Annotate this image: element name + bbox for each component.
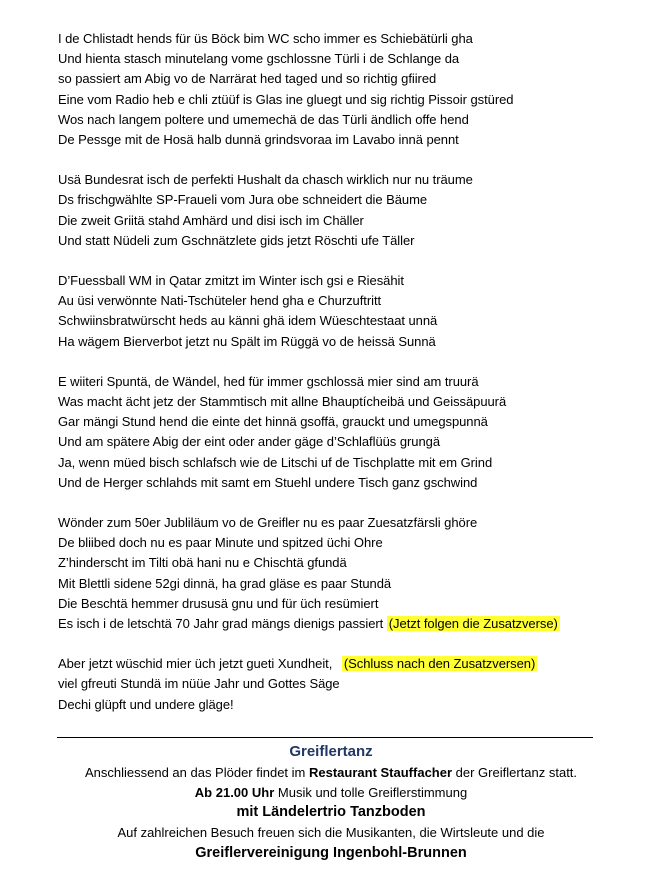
footer-text: Anschliessend an das Plöder findet im	[84, 765, 309, 780]
verse-line: Ha wägem Bierverbot jetzt nu Spält im Rüggä vo de heissä Sunnä	[58, 333, 436, 349]
verse-line: Au üsi verwönnte Nati-Tschüteler hend gha e Churzuftritt	[58, 293, 382, 309]
verse-line: viel gfreuti Stundä im nüüe Jahr und Gottes Säge	[58, 676, 340, 692]
verse-line: Usä Bundesrat isch de perfekti Hushalt da chasch wirklich nur nu träume	[58, 172, 473, 188]
verse-line	[58, 614, 648, 634]
start-time: Ab 21.00 Uhr	[194, 784, 275, 800]
stanza-3	[58, 271, 648, 352]
footer-text: der Greiflertanz statt.	[452, 765, 578, 780]
verse-line: Ja, wenn müed bisch schlafsch wie de Litschi uf de Tischplatte mit em Grind	[58, 454, 493, 470]
verse-line: Dechi glüpft und undere gläge!	[58, 696, 234, 712]
verse-line: Mit Blettli sidene 52gi dinnä, ha grad gläse es paar Stundä	[58, 575, 392, 591]
footer-title: Greiflertanz	[289, 743, 373, 760]
verse-line	[58, 654, 648, 674]
verse-text: Aber jetzt wüschid mier üch jetzt gueti Xundheit,	[58, 656, 333, 672]
stanza-5	[58, 513, 648, 634]
verse-line: Ds frischgwählte SP-Fraueli vom Jura obe schneidert die Bäume	[58, 192, 428, 208]
highlight-note: (Schluss nach den Zusatzversen)	[343, 656, 536, 672]
band-name: mit Ländelertrio Tanzboden	[236, 804, 426, 820]
stanza-2	[58, 170, 648, 251]
verse-line: De bliibed doch nu es paar Minute und spitzed üchi Ohre	[58, 535, 383, 551]
verse-line: Und de Herger schlahds mit samt em Stuehl undere Tisch ganz gschwind	[58, 474, 478, 490]
verse-line: Die zweit Griitä stahd Amhärd und disi isch im Chäller	[58, 212, 364, 228]
event-footer	[0, 741, 662, 864]
verse-line: Und am spätere Abig der eint oder ander gäge d’Schlaflüüs grungä	[58, 434, 441, 450]
horizontal-divider	[57, 737, 593, 738]
stanza-6	[58, 654, 648, 715]
verse-line: De Pessge mit de Hosä halb dunnä grindsvoraa im Lavabo innä pennt	[58, 132, 459, 148]
verse-line: Z’hinderscht im Tilti obä hani nu e Chischtä gfundä	[58, 555, 347, 571]
verse-line: Was macht ächt jetz der Stammtisch mit allne Bhauptícheibä und Geissäpuurä	[58, 394, 507, 410]
verse-line: so passiert am Abig vo de Narrärat hed taged und so richtig gfiired	[58, 71, 437, 87]
footer-invitation-line: Auf zahlreichen Besuch freuen sich die Musikanten, die Wirtsleute und die	[117, 825, 545, 840]
verse-line: Wos nach langem poltere und umemechä de das Türli ändlich offe hend	[58, 111, 469, 127]
poem-verses	[58, 29, 648, 735]
verse-line: Und hienta stasch minutelang vome gschlossne Türli i de Schlange da	[58, 51, 460, 67]
verse-line: Gar mängi Stund hend die einte det hinnä gsoffä, grauckt und umegspunnä	[58, 414, 488, 430]
stanza-4	[58, 372, 648, 493]
verse-text: Es isch i de letschtä 70 Jahr grad mängs dienigs passiert	[58, 616, 384, 632]
organization-name: Greiflervereinigung Ingenbohl-Brunnen	[195, 844, 467, 861]
footer-text: Musik und tolle Greiflerstimmung	[274, 784, 468, 800]
footer-location-line	[0, 763, 662, 783]
stanza-1	[58, 29, 648, 150]
footer-time-line	[0, 783, 662, 803]
verse-line: I de Chlistadt hends für üs Böck bim WC scho immer es Schiebätürli gha	[58, 31, 473, 46]
verse-line: D’Fuessball WM in Qatar zmitzt im Winter isch gsi e Riesähit	[58, 273, 404, 289]
verse-line: Wönder zum 50er Jubliläum vo de Greifler nu es paar Zuesatzfärsli ghöre	[58, 515, 478, 531]
restaurant-name: Restaurant Stauffacher	[308, 765, 453, 780]
verse-line: Die Beschtä hemmer drususä gnu und für üch resümiert	[58, 595, 379, 611]
verse-line: Eine vom Radio heb e chli ztüüf is Glas ine gluegt und sig richtig Pissoir gstüred	[58, 91, 514, 107]
verse-line: Und statt Nüdeli zum Gschnätzlete gids jetzt Röschti ufe Täller	[58, 232, 415, 248]
verse-line: E wiiteri Spuntä, de Wändel, hed für immer gschlossä mier sind am truurä	[58, 373, 479, 389]
highlight-note: (Jetzt folgen die Zusatzverse)	[388, 616, 558, 632]
verse-line: Schwiinsbratwürscht heds au känni ghä idem Wüeschtestaat unnä	[58, 313, 438, 329]
